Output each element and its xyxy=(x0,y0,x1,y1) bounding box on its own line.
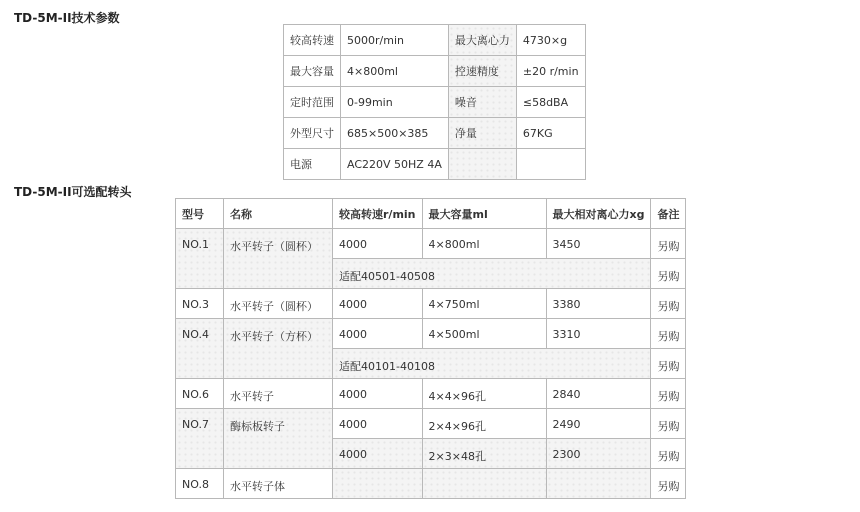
spec-value: 4×800ml xyxy=(341,56,449,87)
model-cell: NO.8 xyxy=(176,469,224,499)
adapter-cell: 适配40501-40508 xyxy=(333,259,651,289)
spec-value: ±20 r/min xyxy=(516,56,585,87)
spec-row xyxy=(284,25,586,56)
spec-label: 噪音 xyxy=(448,87,516,118)
note-cell: 另购 xyxy=(651,229,686,259)
note-cell: 另购 xyxy=(651,469,686,499)
spec-label: 最大离心力 xyxy=(448,25,516,56)
speed-cell: 4000 xyxy=(333,319,423,349)
note-cell: 另购 xyxy=(651,379,686,409)
spec-row xyxy=(284,118,586,149)
name-cell: 水平转子（圆杯） xyxy=(224,229,333,289)
spec-table xyxy=(283,24,586,180)
table-row xyxy=(176,379,686,409)
spec-value: 4730×g xyxy=(516,25,585,56)
spec-row xyxy=(284,56,586,87)
spec-value: ≤58dBA xyxy=(516,87,585,118)
name-cell: 水平转子（圆杯） xyxy=(224,289,333,319)
rcf-cell: 2300 xyxy=(546,439,651,469)
col-header-capacity: 最大容量ml xyxy=(422,199,546,229)
spec-label: 最大容量 xyxy=(284,56,341,87)
spec-label: 定时范围 xyxy=(284,87,341,118)
note-cell: 另购 xyxy=(651,409,686,439)
speed-cell: 4000 xyxy=(333,439,423,469)
spec-label: 外型尺寸 xyxy=(284,118,341,149)
table-row xyxy=(176,409,686,439)
rcf-cell: 2840 xyxy=(546,379,651,409)
col-header-model: 型号 xyxy=(176,199,224,229)
note-cell: 另购 xyxy=(651,349,686,379)
adapter-cell: 适配40101-40108 xyxy=(333,349,651,379)
table-row xyxy=(176,319,686,349)
capacity-cell: 2×4×96孔 xyxy=(422,409,546,439)
col-header-note: 备注 xyxy=(651,199,686,229)
note-cell: 另购 xyxy=(651,259,686,289)
col-header-rcf: 最大相对离心力xg xyxy=(546,199,651,229)
name-cell: 水平转子 xyxy=(224,379,333,409)
note-cell: 另购 xyxy=(651,289,686,319)
capacity-cell: 4×4×96孔 xyxy=(422,379,546,409)
model-cell: NO.3 xyxy=(176,289,224,319)
rotor-heading: TD-5M-II可选配转头 xyxy=(14,185,132,199)
speed-cell: 4000 xyxy=(333,379,423,409)
spec-label xyxy=(448,149,516,180)
note-cell: 另购 xyxy=(651,319,686,349)
speed-cell: 4000 xyxy=(333,229,423,259)
rotor-table xyxy=(175,198,686,499)
rcf-cell xyxy=(546,469,651,499)
table-row xyxy=(176,289,686,319)
model-cell: NO.4 xyxy=(176,319,224,379)
spec-value: 5000r/min xyxy=(341,25,449,56)
name-cell: 水平转子体 xyxy=(224,469,333,499)
model-cell: NO.6 xyxy=(176,379,224,409)
table-row xyxy=(176,469,686,499)
col-header-speed: 较高转速r/min xyxy=(333,199,423,229)
spec-label: 电源 xyxy=(284,149,341,180)
spec-row xyxy=(284,149,586,180)
speed-cell xyxy=(333,469,423,499)
capacity-cell: 4×800ml xyxy=(422,229,546,259)
capacity-cell: 2×3×48孔 xyxy=(422,439,546,469)
rcf-cell: 3450 xyxy=(546,229,651,259)
capacity-cell: 4×750ml xyxy=(422,289,546,319)
table-row xyxy=(176,229,686,259)
speed-cell: 4000 xyxy=(333,409,423,439)
spec-value: AC220V 50HZ 4A xyxy=(341,149,449,180)
name-cell: 酶标板转子 xyxy=(224,409,333,469)
model-cell: NO.1 xyxy=(176,229,224,289)
spec-value xyxy=(516,149,585,180)
rcf-cell: 3380 xyxy=(546,289,651,319)
spec-label: 较高转速 xyxy=(284,25,341,56)
spec-row xyxy=(284,87,586,118)
spec-heading: TD-5M-II技术参数 xyxy=(14,11,120,25)
rcf-cell: 3310 xyxy=(546,319,651,349)
rcf-cell: 2490 xyxy=(546,409,651,439)
capacity-cell: 4×500ml xyxy=(422,319,546,349)
spec-label: 净量 xyxy=(448,118,516,149)
note-cell: 另购 xyxy=(651,439,686,469)
capacity-cell xyxy=(422,469,546,499)
rotor-header-row xyxy=(176,199,686,229)
spec-label: 控速精度 xyxy=(448,56,516,87)
spec-value: 67KG xyxy=(516,118,585,149)
name-cell: 水平转子（方杯） xyxy=(224,319,333,379)
col-header-name: 名称 xyxy=(224,199,333,229)
model-cell: NO.7 xyxy=(176,409,224,469)
spec-value: 685×500×385 xyxy=(341,118,449,149)
spec-value: 0-99min xyxy=(341,87,449,118)
speed-cell: 4000 xyxy=(333,289,423,319)
